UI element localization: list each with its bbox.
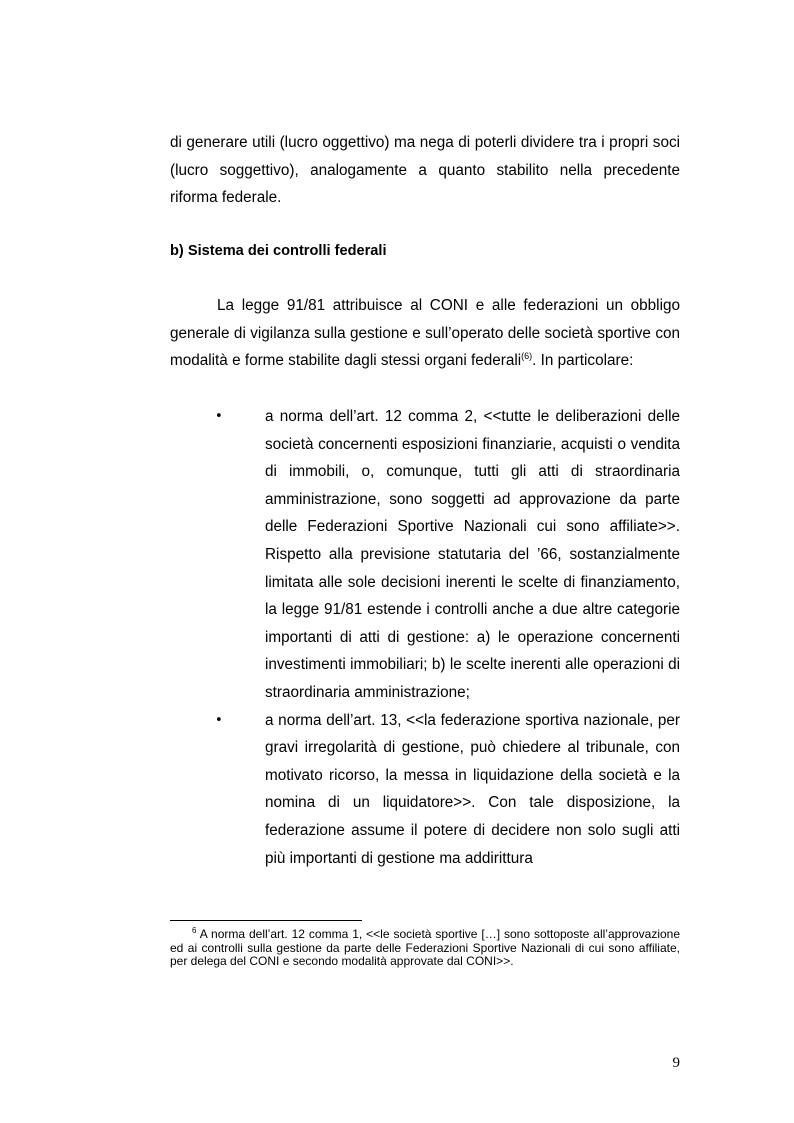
list-item xyxy=(170,707,680,873)
bullet-list xyxy=(170,403,680,872)
footnote-text: A norma dell’art. 12 comma 1, <<le società sportive […] sono sottoposte all’approvazione ed ai controlli sulla gestione da parte delle Federazioni Sportive Nazionali di cui sono affiliate, per delega del CONI e secondo modalità approvate dal CONI>>. xyxy=(170,927,681,969)
footnote-separator xyxy=(170,920,362,921)
bullet-icon: • xyxy=(215,409,223,424)
paragraph-vigilanza-text: La legge 91/81 attribuisce al CONI e alle federazioni un obbligo generale di vigilanza sulla gestione e sull’operato delle società sportive con modalità e forme stabilite dagli stessi organi federali xyxy=(170,297,680,370)
paragraph-vigilanza-tail: . In particolare: xyxy=(532,352,634,370)
paragraph-vigilanza xyxy=(170,292,680,375)
list-item xyxy=(170,403,680,707)
list-item-text: a norma dell’art. 13, <<la federazione sportiva nazionale, per gravi irregolarità di gestione, può chiedere al tribunale, con motivato ricorso, la messa in liquidazione della società e la nomina di un liquidatore>>. Con tale disposizione, la federazione assume il potere di decidere non solo sugli atti più importanti di gestione ma addirittura xyxy=(265,711,680,867)
footnote-number: 6 xyxy=(192,926,197,935)
page-number: 9 xyxy=(672,1055,680,1071)
footnote xyxy=(170,928,680,969)
list-item-text: a norma dell’art. 12 comma 2, <<tutte le deliberazioni delle società concernenti esposizioni finanziarie, acquisti o vendita di immobili, o, comunque, tutti gli atti di straordinaria amministrazione, sono soggetti ad approvazione da parte delle Federazioni Sportive Nazionali cui sono affiliate>>. Rispetto alla previsione statutaria del ’66, sostanzialmente limitata alle sole decisioni inerenti le scelte di finanziamento, la legge 91/81 estende i controlli anche a due altre categorie importanti di atti di gestione: a) le operazione concernenti investimenti immobiliari; b) le scelte inerenti alle operazioni di straordinaria amministrazione; xyxy=(265,408,680,701)
footnote-reference[interactable]: (6) xyxy=(521,351,533,362)
section-heading: b) Sistema dei controlli federali xyxy=(170,243,387,259)
bullet-icon: • xyxy=(215,712,223,728)
paragraph-continuation: di generare utili (lucro oggettivo) ma nega di poterli dividere tra i propri soci (lucro soggettivo), analogamente a quanto stabilito nella precedente riforma federale. xyxy=(170,134,680,207)
